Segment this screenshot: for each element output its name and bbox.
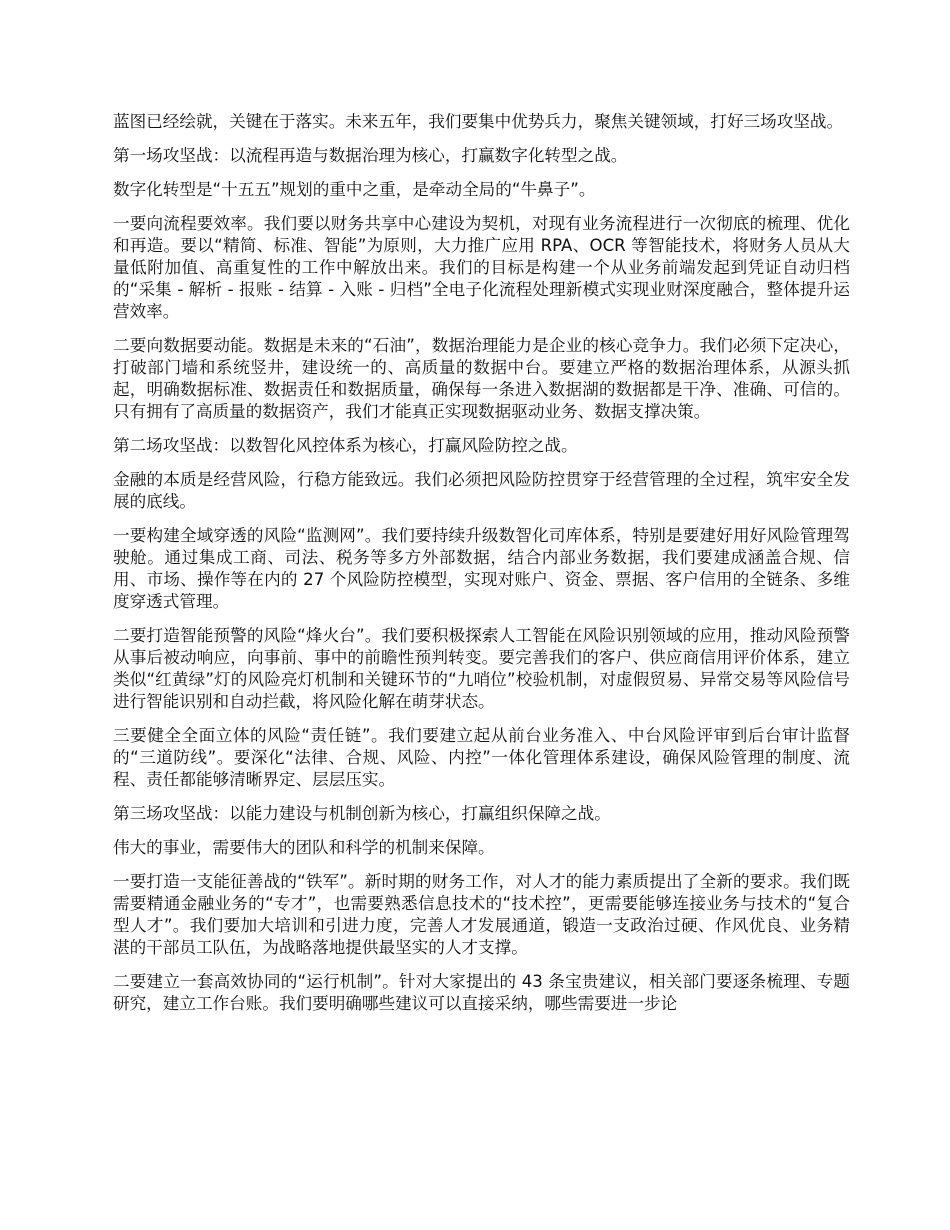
- paragraph-data-momentum: 二要向数据要动能。数据是未来的“石油”，数据治理能力是企业的核心竞争力。我们必须下定决心，打破部门墙和系统竖井，建设统一的、高质量的数据中台。要建立严格的数据治理体系，从源头抓起，明确数据标准、数据责任和数据质量，确保每一条进入数据湖的数据都是干净、准确、可信的。只有拥有了高质量的数据资产，我们才能真正实现数据驱动业务、数据支撑决策。: [113, 336, 850, 421]
- paragraph-risk-essence: 金融的本质是经营风险，行稳方能致远。我们必须把风险防控贯穿于经营管理的全过程，筑牢安全发展的底线。: [113, 470, 850, 511]
- paragraph-operating-mechanism: 二要建立一套高效协同的“运行机制”。针对大家提出的 43 条宝贵建议，相关部门要逐条梳理、专题研究，建立工作台账。我们要明确哪些建议可以直接采纳，哪些需要进一步论: [113, 972, 850, 1013]
- paragraph-digital-transformation: 数字化转型是“十五五”规划的重中之重，是牵动全局的“牛鼻子”。: [113, 180, 596, 199]
- paragraph-process-efficiency: 一要向流程要效率。我们要以财务共享中心建设为契机，对现有业务流程进行一次彻底的梳理、优化和再造。要以“精简、标准、智能”为原则，大力推广应用 RPA、OCR 等智能技术，将财务人员从大量低附加值、高重复性的工作中解放出来。我们的目标是构建一个从业务前端发起到凭证自动归档的“采集 - 解析 - 报账 - 结算 - 入账 - 归档”全电子化流程处理新模式实现业财深度融合，整体提升运营效率。: [113, 214, 850, 321]
- document-body: [113, 111, 850, 1027]
- paragraph-responsibility-chain: 三要健全全面立体的风险“责任链”。我们要建立起从前台业务准入、中台风险评审到后台审计监督的“三道防线”。要深化“法律、合规、风险、内控”一体化管理体系建设，确保风险管理的制度、流程、责任都能够清晰界定、层层压实。: [113, 726, 850, 789]
- paragraph-iron-army: 一要打造一支能征善战的“铁军”。新时期的财务工作，对人才的能力素质提出了全新的要求。我们既需要精通金融业务的“专才”，也需要熟悉信息技术的“技术控”，更需要能够连接业务与技术的“复合型人才”。我们要加大培训和引进力度，完善人才发展通道，锻造一支政治过硬、作风优良、业务精湛的干部员工队伍，为战略落地提供最坚实的人才支撑。: [113, 872, 850, 957]
- paragraph-monitoring-net: 一要构建全域穿透的风险“监测网”。我们要持续升级数智化司库体系，特别是要建好用好风险管理驾驶舱。通过集成工商、司法、税务等多方外部数据，结合内部业务数据，我们要建成涵盖合规、信用、市场、操作等在内的 27 个风险防控模型，实现对账户、资金、票据、客户信用的全链条、多维度穿透式管理。: [113, 526, 850, 611]
- heading-battle-three: 第三场攻坚战：以能力建设与机制创新为核心，打赢组织保障之战。: [113, 804, 611, 823]
- paragraph-team-mechanism: 伟大的事业，需要伟大的团队和科学的机制来保障。: [113, 838, 495, 857]
- heading-battle-two: 第二场攻坚战：以数智化风控体系为核心，打赢风险防控之战。: [113, 436, 578, 455]
- paragraph-early-warning: 二要打造智能预警的风险“烽火台”。我们要积极探索人工智能在风险识别领域的应用，推动风险预警从事后被动响应，向事前、事中的前瞻性预判转变。要完善我们的客户、供应商信用评价体系，建立类似“红黄绿”灯的风险亮灯机制和关键环节的“九哨位”校验机制，对虚假贸易、异常交易等风险信号进行智能识别和自动拦截，将风险化解在萌芽状态。: [113, 626, 850, 711]
- paragraph-intro: 蓝图已经绘就，关键在于落实。未来五年，我们要集中优势兵力，聚焦关键领域，打好三场攻坚战。: [113, 112, 844, 131]
- heading-battle-one: 第一场攻坚战：以流程再造与数据治理为核心，打赢数字化转型之战。: [113, 146, 628, 165]
